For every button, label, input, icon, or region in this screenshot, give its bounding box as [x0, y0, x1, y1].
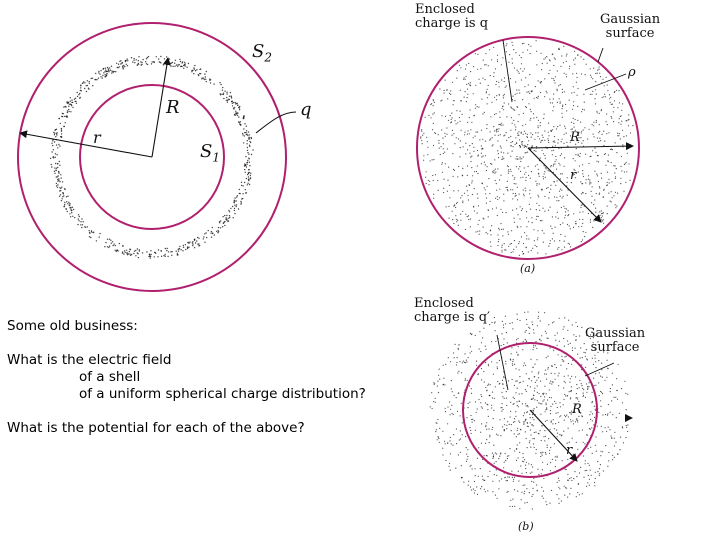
- label-s1-letter: S: [200, 141, 213, 162]
- text-line-3: of a shell: [79, 369, 141, 385]
- text-line-5: What is the potential for each of the above?: [7, 420, 305, 436]
- gaussian-line2-a: surface: [605, 26, 655, 41]
- gaussian-surface-label-b: [585, 327, 645, 355]
- enclosed-line2-b: charge is q′: [414, 310, 491, 325]
- label-r-a: r: [570, 168, 577, 183]
- label-R-b: R: [572, 402, 582, 417]
- gaussian-surface-label-a: [600, 13, 660, 41]
- gaussian-line2-b: surface: [590, 340, 640, 355]
- label-radius-r: r: [93, 128, 101, 147]
- label-s2-subscript: 2: [264, 50, 272, 65]
- text-line-4: of a uniform spherical charge distribution?: [79, 386, 366, 402]
- label-radius-R: R: [166, 97, 180, 118]
- enclosed-leader-a: [503, 40, 512, 102]
- label-charge-q: q: [300, 99, 312, 120]
- enclosed-line1-a: Enclosed: [415, 2, 475, 17]
- radius-R-arrow-a: [528, 146, 633, 148]
- gaussian-leader-b: [585, 363, 614, 376]
- gaussian-line1-b: Gaussian: [585, 326, 646, 341]
- label-s2: [252, 41, 272, 65]
- enclosed-line1-b: Enclosed: [414, 296, 474, 311]
- text-line-2: What is the electric field: [7, 352, 172, 368]
- enclosed-leader-b: [497, 335, 508, 390]
- enclosed-charge-label-b: [414, 297, 490, 325]
- radius-r-arrow-a: [528, 148, 601, 222]
- label-s2-letter: S: [252, 41, 265, 62]
- charge-distribution-a: [420, 40, 634, 256]
- enclosed-charge-label-a: [415, 3, 488, 31]
- caption-a: (a): [520, 262, 536, 275]
- caption-b: (b): [518, 520, 534, 533]
- figure-a: [417, 37, 639, 259]
- q-leader-line: [256, 112, 296, 133]
- rho-leader-a: [585, 74, 626, 90]
- label-s1-subscript: 1: [212, 150, 220, 165]
- label-R-a: R: [570, 130, 580, 145]
- gaussian-leader-a: [598, 48, 603, 62]
- gaussian-line1-a: Gaussian: [600, 12, 661, 27]
- label-s1: [200, 141, 220, 165]
- label-rho-a: ρ: [628, 65, 636, 80]
- enclosed-line2-a: charge is q: [415, 16, 489, 31]
- slide-text: [7, 318, 366, 437]
- radius-r-arrow: [20, 128, 152, 157]
- label-r-b: r: [566, 443, 573, 458]
- text-line-1: Some old business:: [7, 318, 138, 334]
